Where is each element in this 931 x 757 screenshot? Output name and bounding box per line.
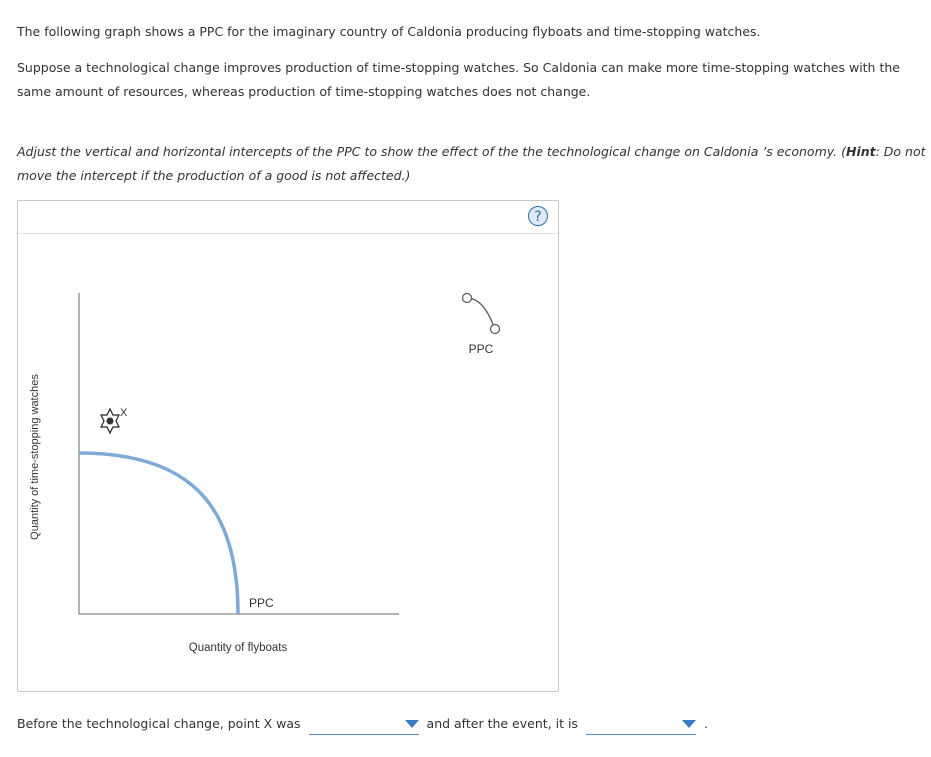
ppc-tool[interactable] xyxy=(463,294,500,334)
point-x[interactable] xyxy=(101,409,119,433)
point-x-label: X xyxy=(120,407,128,419)
ppc-curve-label: PPC xyxy=(249,596,274,610)
question-line xyxy=(17,712,708,735)
hint-label: Hint xyxy=(846,144,876,159)
ppc-tool-handle-left[interactable] xyxy=(463,294,472,303)
instruction-end: : Do not move the intercept if the production of a good is not affected.) xyxy=(17,144,926,183)
point-x-center xyxy=(107,418,114,425)
before-dropdown[interactable] xyxy=(309,712,419,735)
ppc-tool-handle-right[interactable] xyxy=(491,325,500,334)
question-middle-text: and after the event, it is xyxy=(426,716,578,731)
ppc-tool-label: PPC xyxy=(468,342,494,356)
instruction-text xyxy=(17,140,927,188)
graph-canvas xyxy=(18,201,558,691)
ppc-curve[interactable] xyxy=(79,453,238,614)
question-end-text: . xyxy=(703,716,708,731)
graph-panel xyxy=(17,200,559,692)
question-before-text: Before the technological change, point X was xyxy=(17,716,301,731)
dropdown-arrow-icon[interactable] xyxy=(405,720,419,728)
intro-line-2: Suppose a technological change improves production of time-stopping watches. So Caldonia can make more time-stopping watches with the same amount of resources, whereas production of time-stopping watches does not change. xyxy=(17,60,900,99)
help-icon[interactable]: ? xyxy=(528,206,548,226)
dropdown-arrow-icon[interactable] xyxy=(682,720,696,728)
ppc-tool-curve-icon[interactable] xyxy=(467,298,494,327)
instruction-start: Adjust the vertical and horizontal intercepts of the PPC to show the effect of the the technological change on Caldonia ’s economy. ( xyxy=(17,144,846,159)
y-axis-label: Quantity of time-stopping watches xyxy=(29,374,41,540)
after-dropdown[interactable] xyxy=(586,712,696,735)
intro-line-1: The following graph shows a PPC for the imaginary country of Caldonia producing flyboats and time-stopping watches. xyxy=(17,24,761,39)
x-axis-label: Quantity of flyboats xyxy=(188,642,288,654)
